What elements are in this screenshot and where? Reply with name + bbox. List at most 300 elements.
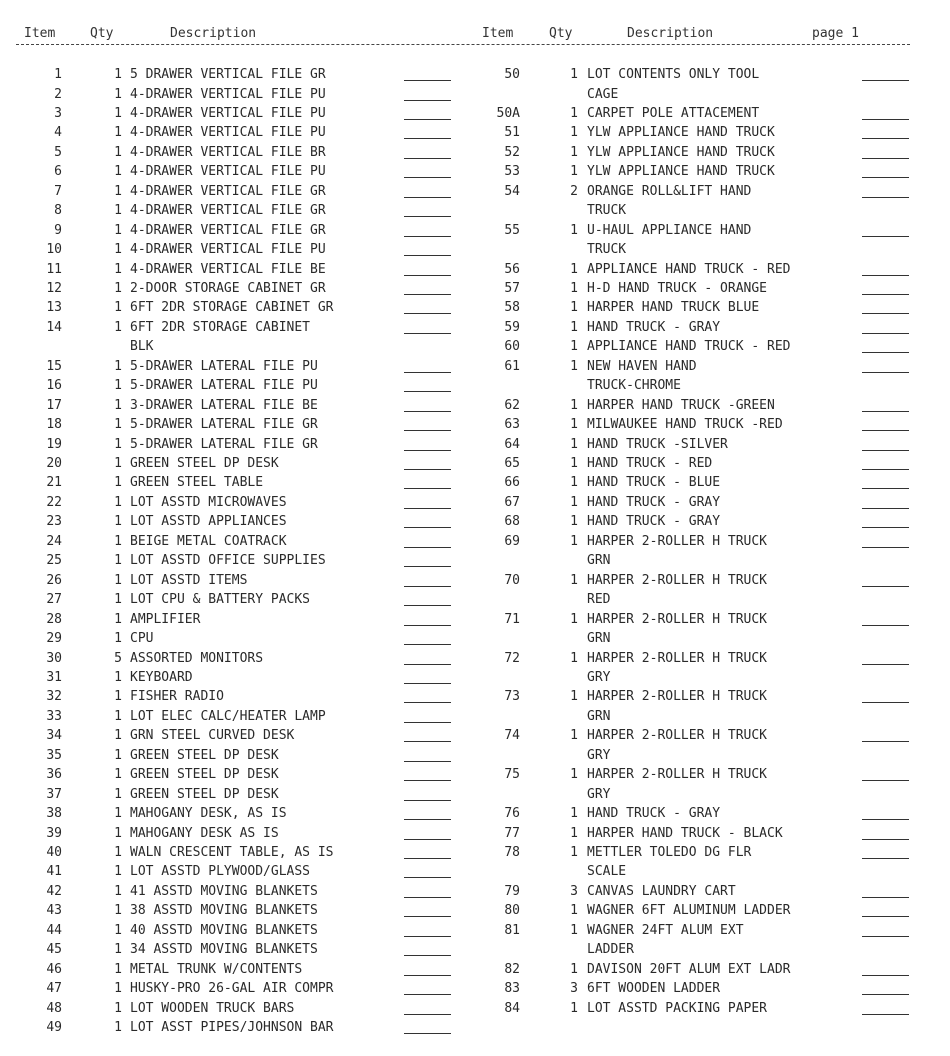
- item-qty: 1: [570, 611, 578, 627]
- list-item: [0, 804, 950, 823]
- list-item: [0, 357, 950, 376]
- item-qty: 1: [114, 747, 122, 763]
- item-qty: 1: [570, 300, 578, 316]
- item-description: MAHOGANY DESK AS IS: [130, 825, 279, 841]
- item-number: 55: [504, 222, 520, 238]
- item-qty: 1: [114, 903, 122, 919]
- write-in-line[interactable]: [862, 177, 909, 178]
- item-number: 63: [504, 417, 520, 433]
- item-description: NEW HAVEN HAND: [587, 358, 697, 374]
- item-description: APPLIANCE HAND TRUCK - RED: [587, 261, 791, 277]
- header-item-right: Item: [482, 26, 514, 41]
- item-description: 5-DRAWER LATERAL FILE GR: [130, 436, 318, 452]
- item-qty: 1: [570, 222, 578, 238]
- item-qty: 1: [570, 767, 578, 783]
- item-qty: 1: [570, 67, 578, 82]
- write-in-line[interactable]: [862, 275, 909, 276]
- list-item: [0, 143, 950, 162]
- write-in-line[interactable]: [862, 333, 909, 334]
- item-number: 52: [504, 144, 520, 160]
- list-item: [0, 765, 950, 784]
- item-qty: 1: [114, 572, 122, 588]
- item-qty: 1: [570, 1000, 578, 1016]
- item-description: 4-DRAWER VERTICAL FILE PU: [130, 164, 326, 180]
- item-number: 59: [504, 319, 520, 335]
- item-qty: 1: [114, 164, 122, 180]
- item-description: HARPER 2-ROLLER H TRUCK: [587, 650, 768, 666]
- item-qty: 1: [570, 922, 578, 938]
- item-qty: 1: [114, 475, 122, 491]
- item-qty: 1: [114, 514, 122, 530]
- item-description: METTLER TOLEDO DG FLR: [587, 845, 752, 860]
- item-qty: 1: [114, 86, 122, 102]
- item-description: WAGNER 24FT ALUM EXT: [587, 922, 744, 938]
- item-description: GREEN STEEL DP DESK: [130, 786, 279, 802]
- item-description: 4-DRAWER VERTICAL FILE GR: [130, 222, 326, 238]
- item-description: 6FT WOODEN LADDER: [587, 981, 721, 997]
- item-number: 19: [46, 436, 62, 452]
- item-qty: 1: [570, 514, 578, 530]
- item-description: GRN: [587, 553, 611, 569]
- item-qty: 1: [570, 319, 578, 335]
- item-description: GRN: [587, 631, 611, 646]
- item-number: 77: [504, 825, 520, 841]
- list-item: [0, 668, 950, 687]
- write-in-line[interactable]: [862, 508, 909, 509]
- list-item: [0, 649, 950, 668]
- item-number: 80: [504, 903, 520, 919]
- item-number: 61: [504, 358, 520, 374]
- write-in-line[interactable]: [862, 158, 909, 159]
- item-description: 5-DRAWER LATERAL FILE PU: [130, 358, 318, 374]
- item-description: U-HAUL APPLIANCE HAND: [587, 222, 752, 238]
- list-item: [0, 473, 950, 492]
- list-item: [0, 687, 950, 706]
- write-in-line[interactable]: [862, 313, 909, 314]
- item-number: 14: [46, 319, 62, 335]
- list-item: [0, 104, 950, 123]
- write-in-line[interactable]: [862, 527, 909, 528]
- item-qty: 1: [114, 242, 122, 257]
- item-description: CAGE: [587, 86, 619, 102]
- list-item: [0, 221, 950, 240]
- write-in-line[interactable]: [862, 469, 909, 470]
- item-number: 28: [46, 611, 62, 627]
- item-description: HARPER 2-ROLLER H TRUCK: [587, 572, 768, 588]
- item-qty: 1: [570, 417, 578, 433]
- item-qty: 1: [114, 203, 122, 219]
- item-qty: 1: [570, 280, 578, 296]
- item-number: 44: [46, 922, 62, 938]
- list-item: [0, 862, 950, 881]
- item-description: CANVAS LAUNDRY CART: [587, 883, 736, 899]
- item-qty: 1: [114, 417, 122, 433]
- list-item: [0, 921, 950, 940]
- item-qty: 1: [570, 339, 578, 355]
- write-in-line[interactable]: [862, 294, 909, 295]
- item-qty: 1: [114, 319, 122, 335]
- item-description: 6FT 2DR STORAGE CABINET GR: [130, 300, 334, 316]
- item-qty: 1: [114, 125, 122, 141]
- list-item: [0, 726, 950, 745]
- write-in-line[interactable]: [862, 780, 909, 781]
- item-qty: 1: [114, 553, 122, 569]
- item-number: 5: [54, 144, 62, 160]
- list-item: [0, 182, 950, 201]
- list-item: [0, 629, 950, 648]
- list-item: [0, 940, 950, 959]
- item-qty: 1: [114, 1000, 122, 1016]
- item-qty: 1: [114, 845, 122, 860]
- item-number: 4: [54, 125, 62, 141]
- item-number: 8: [54, 203, 62, 219]
- item-number: 6: [54, 164, 62, 180]
- item-description: 6FT 2DR STORAGE CABINET: [130, 319, 311, 335]
- write-in-line[interactable]: [862, 819, 909, 820]
- item-description: HAND TRUCK - GRAY: [587, 319, 721, 335]
- item-qty: 1: [114, 728, 122, 744]
- item-qty: 1: [570, 144, 578, 160]
- list-item: [0, 512, 950, 531]
- item-number: 21: [46, 475, 62, 491]
- item-qty: 1: [570, 125, 578, 141]
- item-qty: 3: [570, 883, 578, 899]
- item-description: 41 ASSTD MOVING BLANKETS: [130, 883, 318, 899]
- item-number: 40: [46, 845, 62, 860]
- item-number: 9: [54, 222, 62, 238]
- item-number: 53: [504, 164, 520, 180]
- write-in-line[interactable]: [404, 1033, 451, 1034]
- item-number: 2: [54, 86, 62, 102]
- item-description: GREEN STEEL TABLE: [130, 475, 264, 491]
- item-qty: 5: [114, 650, 122, 666]
- item-number: 25: [46, 553, 62, 569]
- item-number: 82: [504, 961, 520, 977]
- list-item: [0, 454, 950, 473]
- item-description: YLW APPLIANCE HAND TRUCK: [587, 144, 775, 160]
- write-in-line[interactable]: [862, 488, 909, 489]
- item-description: BEIGE METAL COATRACK: [130, 533, 287, 549]
- item-qty: 1: [114, 708, 122, 724]
- item-description: YLW APPLIANCE HAND TRUCK: [587, 164, 775, 180]
- item-number: 62: [504, 397, 520, 413]
- item-number: 39: [46, 825, 62, 841]
- item-number: 24: [46, 533, 62, 549]
- item-qty: 1: [114, 592, 122, 608]
- item-description: FISHER RADIO: [130, 689, 224, 705]
- item-description: 4-DRAWER VERTICAL FILE BE: [130, 261, 326, 277]
- item-description: CPU: [130, 631, 154, 646]
- item-description: LOT CONTENTS ONLY TOOL: [587, 67, 760, 82]
- write-in-line[interactable]: [862, 138, 909, 139]
- item-qty: 1: [114, 456, 122, 471]
- item-description: WALN CRESCENT TABLE, AS IS: [130, 845, 334, 860]
- item-description: LOT WOODEN TRUCK BARS: [130, 1000, 295, 1016]
- item-qty: 1: [114, 922, 122, 938]
- item-number: 3: [54, 105, 62, 121]
- item-description: SCALE: [587, 864, 627, 880]
- list-item: [0, 571, 950, 590]
- list-item: [0, 279, 950, 298]
- item-description: GREEN STEEL DP DESK: [130, 456, 279, 471]
- item-description: LOT ASSTD APPLIANCES: [130, 514, 287, 530]
- header-qty-left: Qty: [90, 26, 114, 41]
- item-description: DAVISON 20FT ALUM EXT LADR: [587, 961, 791, 977]
- item-description: HARPER 2-ROLLER H TRUCK: [587, 767, 768, 783]
- item-description: CARPET POLE ATTACEMENT: [587, 105, 760, 121]
- list-item: [0, 610, 950, 629]
- item-qty: 1: [114, 786, 122, 802]
- write-in-line[interactable]: [862, 702, 909, 703]
- item-description: 4-DRAWER VERTICAL FILE PU: [130, 125, 326, 141]
- item-qty: 1: [114, 378, 122, 394]
- item-qty: 1: [114, 183, 122, 199]
- write-in-line[interactable]: [862, 411, 909, 412]
- item-description: HAND TRUCK - GRAY: [587, 494, 721, 510]
- item-qty: 1: [570, 572, 578, 588]
- item-qty: 1: [114, 300, 122, 316]
- item-description: METAL TRUNK W/CONTENTS: [130, 961, 303, 977]
- item-number: 12: [46, 280, 62, 296]
- item-qty: 2: [570, 183, 578, 199]
- write-in-line[interactable]: [862, 1014, 909, 1015]
- item-number: 43: [46, 903, 62, 919]
- item-number: 60: [504, 339, 520, 355]
- item-number: 36: [46, 767, 62, 783]
- write-in-line[interactable]: [862, 352, 909, 353]
- item-number: 49: [46, 1020, 62, 1035]
- item-number: 33: [46, 708, 62, 724]
- item-description: LOT ASSTD MICROWAVES: [130, 494, 287, 510]
- item-description: YLW APPLIANCE HAND TRUCK: [587, 125, 775, 141]
- item-qty: 1: [114, 631, 122, 646]
- item-description: 5-DRAWER LATERAL FILE PU: [130, 378, 318, 394]
- item-qty: 1: [114, 942, 122, 958]
- write-in-line[interactable]: [862, 975, 909, 976]
- item-number: 46: [46, 961, 62, 977]
- item-number: 42: [46, 883, 62, 899]
- item-description: 4-DRAWER VERTICAL FILE PU: [130, 242, 326, 257]
- write-in-line[interactable]: [862, 547, 909, 548]
- write-in-line[interactable]: [862, 897, 909, 898]
- list-item: [0, 707, 950, 726]
- item-description: 4-DRAWER VERTICAL FILE PU: [130, 86, 326, 102]
- item-number: 45: [46, 942, 62, 958]
- list-item: [0, 843, 950, 862]
- item-description: 4-DRAWER VERTICAL FILE PU: [130, 105, 326, 121]
- item-qty: 1: [570, 533, 578, 549]
- item-description: HAND TRUCK -SILVER: [587, 436, 728, 452]
- list-item: [0, 201, 950, 220]
- item-description: LOT ASST PIPES/JOHNSON BAR: [130, 1020, 334, 1035]
- write-in-line[interactable]: [862, 839, 909, 840]
- item-description: LOT ASSTD PLYWOOD/GLASS: [130, 864, 311, 880]
- item-number: 38: [46, 806, 62, 822]
- write-in-line[interactable]: [862, 197, 909, 198]
- item-description: GRN STEEL CURVED DESK: [130, 728, 295, 744]
- list-item: [0, 376, 950, 395]
- write-in-line[interactable]: [862, 236, 909, 237]
- item-description: 5-DRAWER LATERAL FILE GR: [130, 417, 318, 433]
- write-in-line[interactable]: [862, 858, 909, 859]
- item-description: LOT ASSTD PACKING PAPER: [587, 1000, 768, 1016]
- write-in-line[interactable]: [862, 625, 909, 626]
- item-number: 75: [504, 767, 520, 783]
- item-description: HARPER 2-ROLLER H TRUCK: [587, 689, 768, 705]
- item-number: 68: [504, 514, 520, 530]
- item-description: HAND TRUCK - BLUE: [587, 475, 721, 491]
- write-in-line[interactable]: [862, 664, 909, 665]
- list-item: [0, 337, 950, 356]
- write-in-line[interactable]: [862, 586, 909, 587]
- list-item: [0, 260, 950, 279]
- item-number: 1: [54, 67, 62, 82]
- item-qty: 1: [114, 669, 122, 685]
- write-in-line[interactable]: [862, 430, 909, 431]
- item-qty: 3: [570, 981, 578, 997]
- item-qty: 1: [114, 358, 122, 374]
- list-item: [0, 824, 950, 843]
- item-number: 50A: [496, 105, 520, 121]
- item-description: 4-DRAWER VERTICAL FILE GR: [130, 183, 326, 199]
- item-description: ASSORTED MONITORS: [130, 650, 264, 666]
- item-description: LOT ASSTD ITEMS: [130, 572, 248, 588]
- item-qty: 1: [114, 261, 122, 277]
- item-description: H-D HAND TRUCK - ORANGE: [587, 280, 768, 296]
- item-qty: 1: [114, 397, 122, 413]
- item-description: LOT ASSTD OFFICE SUPPLIES: [130, 553, 326, 569]
- write-in-line[interactable]: [862, 741, 909, 742]
- item-description: HARPER HAND TRUCK BLUE: [587, 300, 760, 316]
- list-item: [0, 240, 950, 259]
- item-description: RED: [587, 592, 611, 608]
- item-description: LOT CPU & BATTERY PACKS: [130, 592, 311, 608]
- item-description: 38 ASSTD MOVING BLANKETS: [130, 903, 318, 919]
- item-qty: 1: [570, 261, 578, 277]
- item-description: HARPER 2-ROLLER H TRUCK: [587, 611, 768, 627]
- item-number: 67: [504, 494, 520, 510]
- write-in-line[interactable]: [862, 80, 909, 81]
- header-description-right: Description: [627, 26, 714, 41]
- item-qty: 1: [114, 825, 122, 841]
- item-number: 72: [504, 650, 520, 666]
- list-item: [0, 960, 950, 979]
- item-number: 65: [504, 456, 520, 471]
- list-item: [0, 396, 950, 415]
- item-number: 30: [46, 650, 62, 666]
- item-number: 81: [504, 922, 520, 938]
- item-qty: 1: [570, 164, 578, 180]
- item-description: GRY: [587, 747, 611, 763]
- item-number: 57: [504, 280, 520, 296]
- item-qty: 1: [114, 767, 122, 783]
- list-item: [0, 532, 950, 551]
- item-description: 40 ASSTD MOVING BLANKETS: [130, 922, 318, 938]
- item-description: GRN: [587, 708, 611, 724]
- item-number: 73: [504, 689, 520, 705]
- item-number: 51: [504, 125, 520, 141]
- write-in-line[interactable]: [862, 994, 909, 995]
- list-item: [0, 298, 950, 317]
- write-in-line[interactable]: [862, 936, 909, 937]
- item-number: 48: [46, 1000, 62, 1016]
- item-number: 18: [46, 417, 62, 433]
- item-number: 78: [504, 845, 520, 860]
- item-description: WAGNER 6FT ALUMINUM LADDER: [587, 903, 791, 919]
- item-number: 76: [504, 806, 520, 822]
- item-qty: 1: [570, 961, 578, 977]
- write-in-line[interactable]: [862, 119, 909, 120]
- item-description: HARPER 2-ROLLER H TRUCK: [587, 728, 768, 744]
- list-item: [0, 162, 950, 181]
- item-description: HARPER HAND TRUCK - BLACK: [587, 825, 783, 841]
- item-qty: 1: [114, 1020, 122, 1035]
- item-description: 4-DRAWER VERTICAL FILE BR: [130, 144, 326, 160]
- item-qty: 1: [570, 105, 578, 121]
- list-item: [0, 318, 950, 337]
- item-number: 54: [504, 183, 520, 199]
- item-number: 58: [504, 300, 520, 316]
- item-description: HUSKY-PRO 26-GAL AIR COMPR: [130, 981, 334, 997]
- write-in-line[interactable]: [862, 450, 909, 451]
- item-number: 79: [504, 883, 520, 899]
- item-number: 71: [504, 611, 520, 627]
- item-qty: 1: [114, 494, 122, 510]
- item-qty: 1: [570, 845, 578, 860]
- item-number: 32: [46, 689, 62, 705]
- item-description: HAND TRUCK - RED: [587, 456, 713, 471]
- write-in-line[interactable]: [862, 372, 909, 373]
- item-description: AMPLIFIER: [130, 611, 201, 627]
- item-qty: 1: [114, 436, 122, 452]
- item-description: HAND TRUCK - GRAY: [587, 514, 721, 530]
- list-item: [0, 590, 950, 609]
- item-qty: 1: [570, 728, 578, 744]
- item-number: 69: [504, 533, 520, 549]
- item-description: MAHOGANY DESK, AS IS: [130, 806, 287, 822]
- list-item: [0, 435, 950, 454]
- header-divider: [16, 44, 910, 45]
- item-description: HARPER HAND TRUCK -GREEN: [587, 397, 775, 413]
- item-description: 2-DOOR STORAGE CABINET GR: [130, 280, 326, 296]
- item-description: TRUCK: [587, 242, 627, 257]
- item-number: 15: [46, 358, 62, 374]
- item-number: 29: [46, 631, 62, 646]
- item-number: 7: [54, 183, 62, 199]
- list-item: [0, 882, 950, 901]
- item-number: 84: [504, 1000, 520, 1016]
- header-item-left: Item: [24, 26, 56, 41]
- item-qty: 1: [570, 806, 578, 822]
- list-item: [0, 85, 950, 104]
- list-item: [0, 1018, 950, 1037]
- list-item: [0, 551, 950, 570]
- item-number: 31: [46, 669, 62, 685]
- item-description: HAND TRUCK - GRAY: [587, 806, 721, 822]
- item-description: APPLIANCE HAND TRUCK - RED: [587, 339, 791, 355]
- item-qty: 1: [570, 494, 578, 510]
- item-number: 22: [46, 494, 62, 510]
- list-item: [0, 999, 950, 1018]
- item-qty: 1: [114, 67, 122, 82]
- item-description: MILWAUKEE HAND TRUCK -RED: [587, 417, 783, 433]
- list-item: [0, 901, 950, 920]
- item-qty: 1: [570, 456, 578, 471]
- item-description: KEYBOARD: [130, 669, 193, 685]
- item-qty: 1: [114, 105, 122, 121]
- item-qty: 1: [570, 825, 578, 841]
- write-in-line[interactable]: [862, 916, 909, 917]
